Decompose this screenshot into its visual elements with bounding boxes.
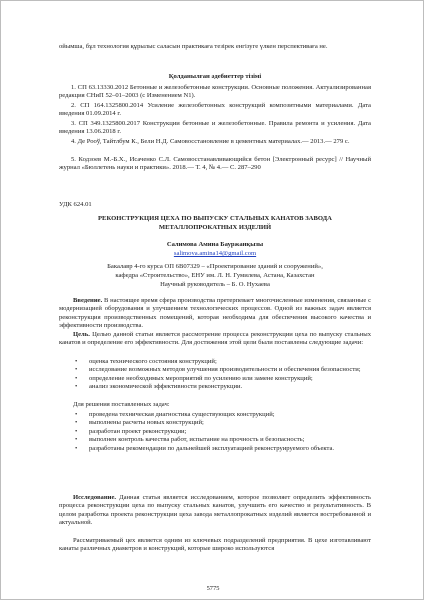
solution-list xyxy=(59,411,371,453)
reference-item: 5. Кодзоев М.-Б.Х., Исаченко С.Л. Самовосстанавливающийся бетон [Электронный ресурс] // Научный журнал «Бюллетень науки и практики». 2018.— Т. 4, № 4.— С. 287–290 xyxy=(59,156,371,172)
udc-code: УДК 624.01 xyxy=(59,201,92,208)
reference-item: 3. СП 349.1325800.2017 Конструкции бетонные и железобетонные. Правила ремонта и усиления. Дата введения 13.06.2018 г. xyxy=(59,120,371,136)
task-item: • оценка технического состояния конструкций; xyxy=(59,358,371,366)
solution-item: • разработаны рекомендации по дальнейшей эксплуатацией реконструируемого объекта. xyxy=(59,445,371,453)
affiliation-line-1: Бакалавр 4-го курса ОП 6В07329 – «Проектирование зданий и сооружений», xyxy=(107,263,323,270)
task-list xyxy=(59,358,371,392)
solution-item: • разработан проект реконструкции; xyxy=(59,428,371,436)
affiliation-line-2: кафедра «Строительство», ЕНУ им. Л. Н. Гумилева, Астана, Казахстан xyxy=(115,272,315,279)
reference-item: 4. Де Рооў, Тайтлбум К., Бели Н.Д. Самовосстановление в цементных материалах.— 2013.— 279 с. xyxy=(71,138,350,145)
solution-item: • выполнены расчеты новых конструкций; xyxy=(59,419,371,427)
article-title-line-1: РЕКОНСТРУКЦИЯ ЦЕХА ПО ВЫПУСКУ СТАЛЬНЫХ КАНАТОВ ЗАВОДА xyxy=(98,215,332,222)
top-paragraph: ойымша, бұл технология құрылыс саласын практикаға тезірек енгізуге үлкен перспективаға не. xyxy=(59,43,328,50)
goal-label: Цель. xyxy=(73,331,90,338)
task-item: • анализ экономической эффективности реконструкции. xyxy=(59,383,371,391)
solution-item: • проведена техническая диагностика существующих конструкций; xyxy=(59,411,371,419)
goal-text: Целью данной статьи является рассмотрение процесса реконструкции цеха по выпуску стальных канатов и определение его эффективности. Для достижения этой цели были поставлены следующие задачи: xyxy=(59,331,371,347)
research-paragraph xyxy=(59,494,371,528)
supervisor-line: Научный руководитель – Б. О. Нухаева xyxy=(160,281,270,288)
research-label: Исследование. xyxy=(73,494,117,501)
last-paragraph: Рассматриваемый цех является одним из ключевых подразделений предприятия. В цехе изготавливают канаты различных диаметров и конструкций, которые широко используются xyxy=(59,537,371,553)
reference-item: 1. СП 63.13330.2012 Бетонные и железобетонные конструкции. Основные положения. Актуализированная редакция СНиП 52–01–2003 (с Изменением N1). xyxy=(59,84,371,100)
author-email-line xyxy=(59,250,371,258)
goal-paragraph xyxy=(59,331,371,348)
reference-item: 2. СП 164.1325800.2014 Усиление железобетонных конструкций композитными материалами. Дата введения 01.09.2014 г. xyxy=(59,102,371,118)
article-title-line-2: МЕТАЛЛОПРОКАТНЫХ ИЗДЕЛИЙ xyxy=(158,224,272,231)
task-item: • исследование возможных методов улучшения производительности и обеспечения безопасности; xyxy=(59,366,371,374)
intro-paragraph xyxy=(59,297,371,331)
intro-text: В настоящее время сфера производства претерпевает многочисленные изменения, связанные с модернизацией оборудования и улучшением технологических процессов. Одной из важных задач является реконструкция производственных помещений, которая необходима для обеспечения высокого качества и эффективности производства. xyxy=(59,297,371,330)
page-number: 5775 xyxy=(206,585,220,592)
solution-intro: Для решения поставленных задач: xyxy=(73,401,170,408)
task-item: • определение необходимых мероприятий по усилению или замене конструкций; xyxy=(59,375,371,383)
references-heading: Қолданылған әдебиеттер тізімі xyxy=(168,73,262,80)
author-name: Салимова Амина Бауржанқызы xyxy=(166,241,264,248)
author-email-link[interactable]: salimova.amina14@gmail.com xyxy=(173,250,257,257)
solution-item: • выполнен контроль качества работ, испытание на прочность и безопасность; xyxy=(59,436,371,444)
research-text: Данная статья является исследованием, которое позволяет определить эффективность процесса реконструкции цеха по выпуску стальных канатов, улучшить его качество и результативность. В целом разработка проекта реконструкции цеха завода металлопрокатных изделий является востребованной и актуальной. xyxy=(59,494,371,527)
intro-label: Введение. xyxy=(73,297,103,304)
